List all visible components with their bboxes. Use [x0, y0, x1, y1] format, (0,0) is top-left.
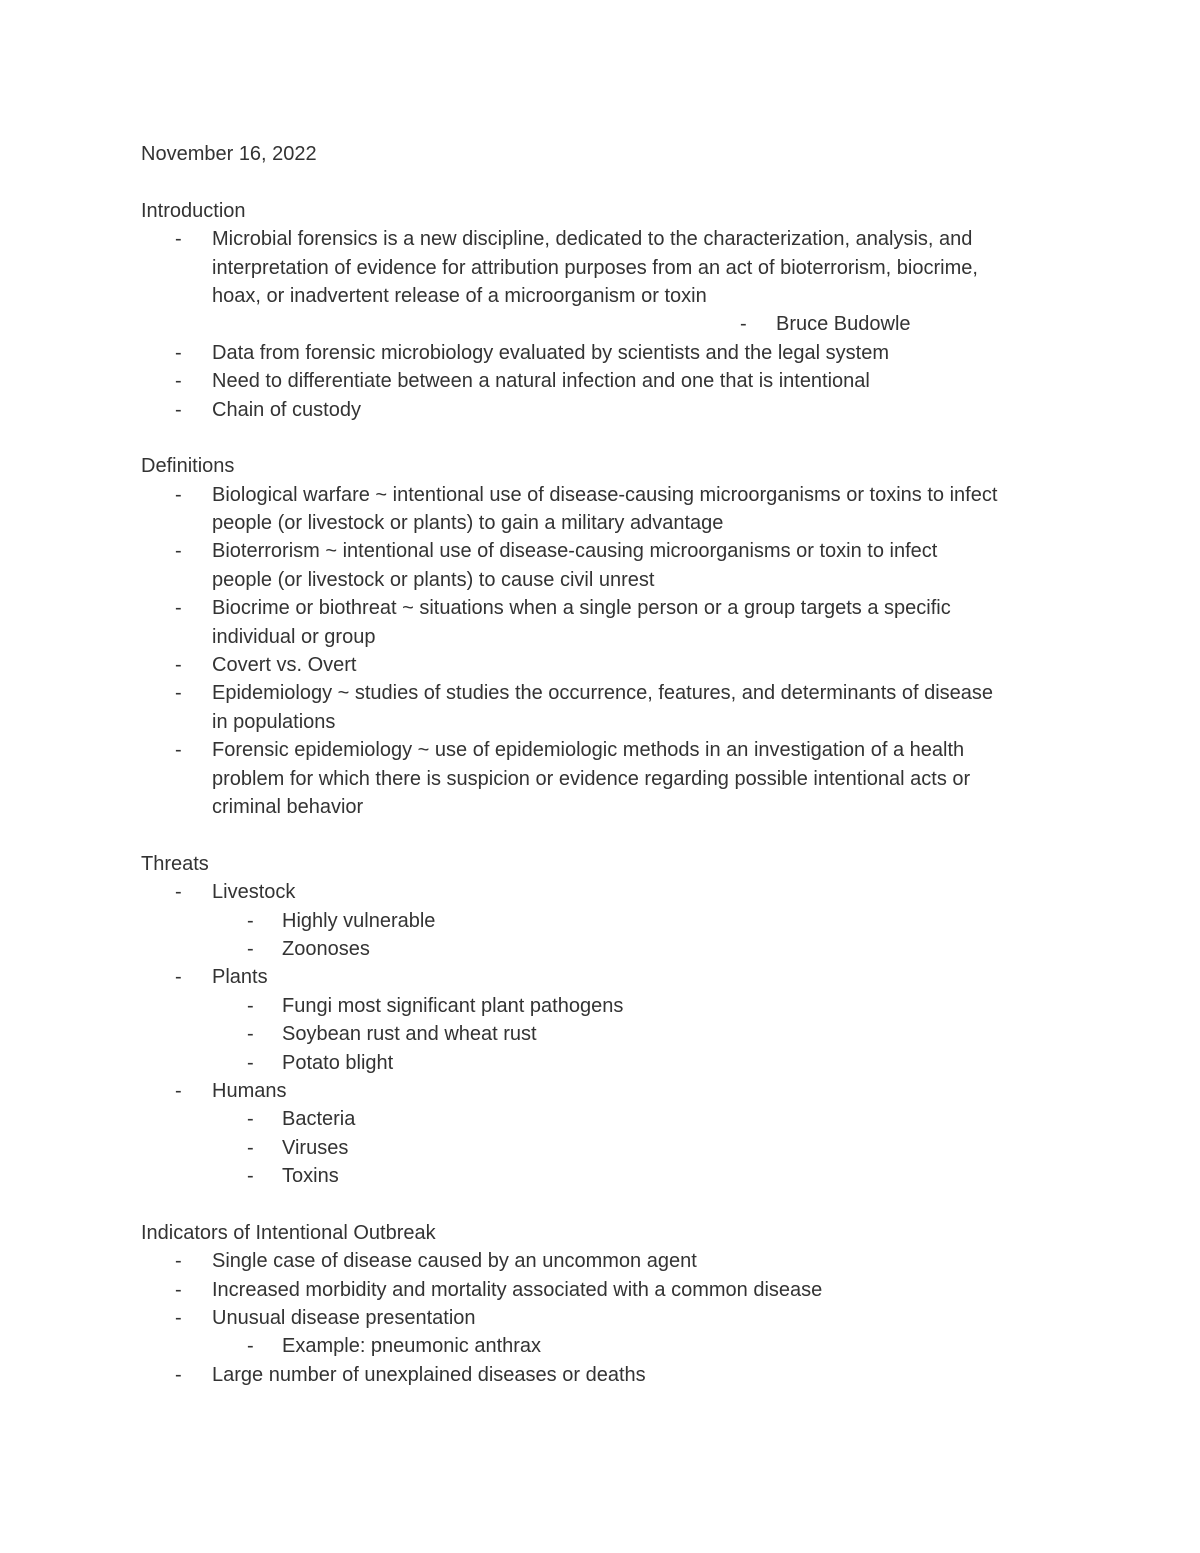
- list-item: [141, 367, 1071, 395]
- section-heading-text: Threats: [141, 852, 209, 875]
- bullet-dash: -: [175, 228, 182, 251]
- list-item-text: Example: pneumonic anthrax: [282, 1335, 542, 1358]
- bullet-dash: -: [175, 881, 182, 904]
- list-item: [141, 793, 1071, 821]
- bullet-dash: -: [247, 1165, 254, 1188]
- list-item: [141, 225, 1071, 253]
- list-item-text: Biocrime or biothreat ~ situations when a single person or a group targets a specific: [212, 597, 951, 620]
- sub-list-item: [141, 1020, 1071, 1048]
- list-item: [141, 623, 1071, 651]
- list-item-text: Biological warfare ~ intentional use of disease-causing microorganisms or toxins to infect: [212, 483, 998, 506]
- list-item-text: Fungi most significant plant pathogens: [282, 994, 624, 1017]
- list-item-text: hoax, or inadvertent release of a microorganism or toxin: [212, 284, 707, 307]
- document-body: [141, 140, 1071, 1389]
- bullet-dash: -: [175, 682, 182, 705]
- list-item-text: criminal behavior: [212, 795, 364, 818]
- section-heading-text: Indicators of Intentional Outbreak: [141, 1221, 436, 1244]
- spacer: [141, 424, 1071, 452]
- sub-list-item: [141, 1105, 1071, 1133]
- list-item-text: individual or group: [212, 625, 376, 648]
- document-date: [141, 140, 1071, 168]
- bullet-dash: -: [175, 483, 182, 506]
- list-item: [141, 736, 1071, 764]
- bullet-dash: -: [175, 739, 182, 762]
- bullet-dash: -: [247, 1023, 254, 1046]
- bullet-dash: -: [247, 909, 254, 932]
- bullet-dash: -: [740, 313, 747, 336]
- list-item: [141, 1361, 1071, 1389]
- list-item-text: Bacteria: [282, 1108, 356, 1131]
- list-item-text: Microbial forensics is a new discipline, dedicated to the characterization, analysis, and: [212, 228, 973, 251]
- bullet-dash: -: [247, 994, 254, 1017]
- spacer: [141, 1190, 1071, 1218]
- sub-list-item: [141, 1134, 1071, 1162]
- list-item-text: Humans: [212, 1079, 287, 1102]
- list-item-text: Bruce Budowle: [776, 313, 911, 336]
- list-item-text: Plants: [212, 966, 268, 989]
- bullet-dash: -: [175, 1079, 182, 1102]
- list-item-text: Zoonoses: [282, 937, 370, 960]
- sub-list-item: [141, 1332, 1071, 1360]
- bullet-dash: -: [175, 1307, 182, 1330]
- bullet-dash: -: [175, 1278, 182, 1301]
- spacer: [141, 168, 1071, 196]
- list-item-text: Chain of custody: [212, 398, 361, 421]
- list-item-text: Single case of disease caused by an uncommon agent: [212, 1250, 697, 1273]
- list-item: [141, 282, 1071, 310]
- bullet-dash: -: [175, 341, 182, 364]
- bullet-dash: -: [175, 597, 182, 620]
- bullet-dash: -: [175, 370, 182, 393]
- bullet-dash: -: [247, 1136, 254, 1159]
- list-item-text: Highly vulnerable: [282, 909, 436, 932]
- list-item: [141, 254, 1071, 282]
- list-item: [141, 537, 1071, 565]
- list-item: [141, 396, 1071, 424]
- list-item: [141, 1247, 1071, 1275]
- sub-list-item: [141, 1162, 1071, 1190]
- section-heading: [141, 1219, 1071, 1247]
- spacer: [141, 821, 1071, 849]
- list-item-text: Soybean rust and wheat rust: [282, 1023, 537, 1046]
- bullet-dash: -: [247, 937, 254, 960]
- list-item: [141, 481, 1071, 509]
- list-item-text: problem for which there is suspicion or evidence regarding possible intentional acts or: [212, 767, 971, 790]
- list-item-text: Viruses: [282, 1136, 349, 1159]
- sub-list-item: [141, 935, 1071, 963]
- list-item: [141, 1276, 1071, 1304]
- sub-list-item: [141, 907, 1071, 935]
- list-item-text: Bioterrorism ~ intentional use of disease-causing microorganisms or toxin to infect: [212, 540, 938, 563]
- section-heading-text: Definitions: [141, 455, 235, 478]
- list-item: [141, 1304, 1071, 1332]
- list-item: [141, 878, 1071, 906]
- bullet-dash: -: [175, 398, 182, 421]
- list-item: [141, 339, 1071, 367]
- section-heading: [141, 452, 1071, 480]
- list-item: [141, 651, 1071, 679]
- list-item: [141, 1077, 1071, 1105]
- sub-list-item: [141, 992, 1071, 1020]
- list-item-text: people (or livestock or plants) to gain a military advantage: [212, 512, 724, 535]
- section-heading-text: Introduction: [141, 199, 246, 222]
- sub-list-item: [141, 1049, 1071, 1077]
- list-item-text: interpretation of evidence for attribution purposes from an act of bioterrorism, biocrime,: [212, 256, 978, 279]
- list-item-text: Toxins: [282, 1165, 339, 1188]
- bullet-dash: -: [175, 1363, 182, 1386]
- bullet-dash: -: [247, 1051, 254, 1074]
- list-item-text: Large number of unexplained diseases or deaths: [212, 1363, 646, 1386]
- list-item-text: Unusual disease presentation: [212, 1307, 476, 1330]
- section-heading: [141, 197, 1071, 225]
- list-item: [141, 679, 1071, 707]
- section-heading: [141, 850, 1071, 878]
- list-item-text: Epidemiology ~ studies of studies the occurrence, features, and determinants of disease: [212, 682, 994, 705]
- list-item-text: Need to differentiate between a natural infection and one that is intentional: [212, 370, 870, 393]
- list-item-text: Data from forensic microbiology evaluated by scientists and the legal system: [212, 341, 889, 364]
- list-item: [141, 594, 1071, 622]
- list-item: [141, 963, 1071, 991]
- bullet-dash: -: [175, 1250, 182, 1273]
- list-item-text: people (or livestock or plants) to cause civil unrest: [212, 568, 655, 591]
- bullet-dash: -: [175, 966, 182, 989]
- list-item-text: Increased morbidity and mortality associated with a common disease: [212, 1278, 823, 1301]
- list-item-text: Livestock: [212, 881, 296, 904]
- list-item: [141, 509, 1071, 537]
- list-item: [141, 566, 1071, 594]
- attribution-item: [141, 310, 1071, 338]
- bullet-dash: -: [247, 1335, 254, 1358]
- bullet-dash: -: [175, 540, 182, 563]
- list-item-text: in populations: [212, 710, 336, 733]
- list-item-text: Potato blight: [282, 1051, 394, 1074]
- list-item: [141, 765, 1071, 793]
- sections-container: [141, 197, 1071, 1389]
- date-text: November 16, 2022: [141, 143, 317, 165]
- list-item: [141, 708, 1071, 736]
- bullet-dash: -: [247, 1108, 254, 1131]
- bullet-dash: -: [175, 654, 182, 677]
- list-item-text: Forensic epidemiology ~ use of epidemiologic methods in an investigation of a health: [212, 739, 965, 762]
- list-item-text: Covert vs. Overt: [212, 654, 357, 677]
